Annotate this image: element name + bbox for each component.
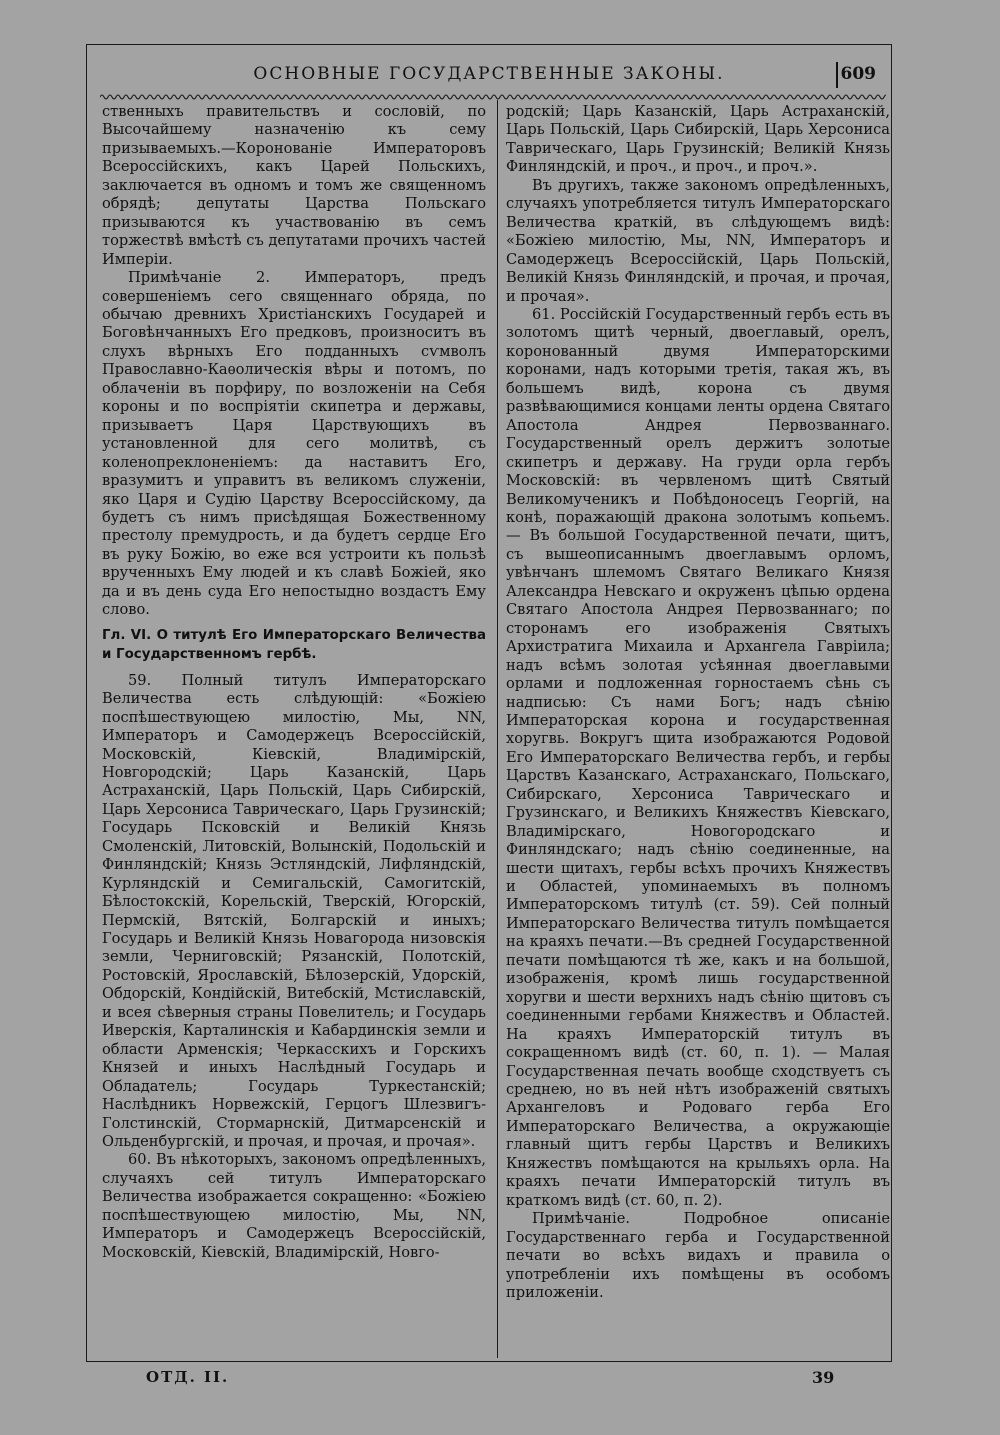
page-header: [86, 60, 892, 90]
left-column: [102, 103, 486, 1262]
column-divider: [497, 100, 498, 1358]
wavy-rule: [100, 92, 886, 102]
page-number: 609: [840, 64, 876, 84]
chapter-heading: Гл. VI. О титулѣ Его Императорскаго Величества и Государственномъ гербѣ.: [102, 627, 486, 662]
paragraph-note-2: Примѣчаніе 2. Императоръ, предъ совершеніемъ сего священнаго обряда, по обычаю древнихъ Христіанскихъ Государей и Боговѣнчанныхъ Его предковъ, произноситъ въ слухъ вѣрныхъ Его подданныхъ сѵмволъ Православно-Каѳолическія вѣры и потомъ, по облаченіи въ порфиру, по возложеніи на Себя короны и по воспріятіи скипетра и державы, призываетъ Царя Царствующихъ въ установленной для сего молитвѣ, съ коленопреклоненіемъ: да наставитъ Его, вразумитъ и управитъ въ великомъ служеніи, яко Царя и Судію Царству Всероссійскому, да будетъ съ нимъ присѣдящая Божественному престолу премудрость, и да будетъ сердце Его въ руку Божію, во еже вся устроити къ пользѣ врученныхъ Ему людей и къ славѣ Божіей, яко да и въ день суда Его непостыдно воздастъ Ему слово.: [102, 269, 486, 619]
paragraph-coronation: ственныхъ правительствъ и сословій, по Высочайшему назначенію къ сему призываемыхъ.—Коронованіе Императоровъ Всероссійскихъ, какъ Царей Польскихъ, заключается въ одномъ и томъ же священномъ обрядѣ; депутаты Царства Польскаго призываются къ участвованію въ семъ торжествѣ вмѣстѣ съ депутатами прочихъ частей Имперіи.: [102, 103, 486, 268]
footer-section: ОТД. II.: [146, 1368, 230, 1386]
article-60-continued: родскій; Царь Казанскій, Царь Астраханскій, Царь Польскій, Царь Сибирскій, Царь Херсониса Таврическаго, Царь Грузинскій; Великій Князь Финляндскій, и проч., и проч., и проч.».: [506, 103, 890, 176]
running-title: ОСНОВНЫЕ ГОСУДАРСТВЕННЫЕ ЗАКОНЫ.: [253, 64, 725, 84]
article-60-short-title: Въ другихъ, также закономъ опредѣленныхъ, случаяхъ употребляется титулъ Императорскаго Величества краткій, въ слѣдующемъ видѣ: «Божіею милостію, Мы, NN, Императоръ и Самодержецъ Всероссійскій, Царь Польскій, Великій Князь Финляндскій, и прочая, и прочая, и прочая».: [506, 176, 890, 305]
right-column: [506, 103, 890, 1302]
article-60: 60. Въ нѣкоторыхъ, закономъ опредѣленныхъ, случаяхъ сей титулъ Императорскаго Величества изображается сокращенно: «Божіею поспѣшествующею милостію, Мы, NN, Императоръ и Самодержецъ Всероссійскій, Московскій, Кіевскій, Владимірскій, Новго-: [102, 1151, 486, 1261]
article-61: 61. Россійскій Государственный гербъ есть въ золотомъ щитѣ черный, двоеглавый, орелъ, коронованный двумя Императорскими коронами, надъ которыми третія, такая жъ, въ большемъ видѣ, корона съ двумя развѣвающимися концами ленты ордена Святаго Апостола Андрея Первозваннаго. Государственный орелъ держитъ золотые скипетръ и державу. На груди орла гербъ Московскій: въ червленомъ щитѣ Святый Великомученикъ и Побѣдоносецъ Георгій, на конѣ, поражающій дракона золотымъ копьемъ. — Въ большой Государственной печати, щитъ, съ вышеописаннымъ двоеглавымъ орломъ, увѣнчанъ шлемомъ Святаго Великаго Князя Александра Невскаго и окруженъ цѣпью ордена Святаго Апостола Андрея Первозваннаго; по сторонамъ его изображенія Святыхъ Архистратига Михаила и Архангела Гавріила; надъ всѣмъ золотая усѣянная двоеглавыми орлами и подложенная горностаемъ сѣнь съ надписью: Съ нами Богъ; надъ сѣнію Императорская корона и государственная хоругвь. Вокругъ щита изображаются Родовой Его Императорскаго Величества гербъ, и гербы Царствъ Казанскаго, Астраханскаго, Польскаго, Сибирскаго, Херсониса Таврическаго и Грузинскаго, и Великихъ Княжествъ Кіевскаго, Владимірскаго, Новогородскаго и Финляндскаго; надъ сѣнію соединенные, на шести щитахъ, гербы всѣхъ прочихъ Княжествъ и Областей, упоминаемыхъ въ полномъ Императорскомъ титулѣ (ст. 59). Сей полный Императорскаго Величества титулъ помѣщается на краяхъ печати.—Въ средней Государственной печати помѣщаются тѣ же, какъ и на большой, изображенія, кромѣ лишь государственной хоругви и шести верхнихъ надъ сѣнію щитовъ съ соединенными гербами Княжествъ и Областей. На краяхъ Императорскій титулъ въ сокращенномъ видѣ (ст. 60, п. 1). — Малая Государственная печать вообще сходствуетъ съ среднею, но въ ней нѣтъ изображеній святыхъ Архангеловъ и Родоваго герба Его Императорскаго Величества, а окружающіе главный щитъ гербы Царствъ и Великихъ Княжествъ помѣщаются на крыльяхъ орла. На краяхъ печати Императорскій титулъ въ краткомъ видѣ (ст. 60, п. 2).: [506, 305, 890, 1209]
paragraph-note: Примѣчаніе. Подробное описаніе Государственнаго герба и Государственной печати во всѣхъ видахъ и правила о употребленіи ихъ помѣщены въ особомъ приложеніи.: [506, 1210, 890, 1301]
footer-sheet-number: 39: [812, 1368, 835, 1387]
article-59: 59. Полный титулъ Императорскаго Величества есть слѣдующій: «Божіею поспѣшествующею милостію, Мы, NN, Императоръ и Самодержецъ Всероссійскій, Московскій, Кіевскій, Владимірскій, Новгородскій; Царь Казанскій, Царь Астраханскій, Царь Польскій, Царь Сибирскій, Царь Херсониса Таврическаго, Царь Грузинскій; Государь Псковскій и Великій Князь Смоленскій, Литовскій, Волынскій, Подольскій и Финляндскій; Князь Эстляндскій, Лифляндскій, Курляндскій и Семигальскій, Самогитскій, Бѣлостокскій, Корельскій, Тверскій, Югорскій, Пермскій, Вятскій, Болгарскій и иныхъ; Государь и Великій Князь Новагорода низовскія земли, Черниговскій; Рязанскій, Полотскій, Ростовскій, Ярославскій, Бѣлозерскій, Удорскій, Обдорскій, Кондійскій, Витебскій, Мстиславскій, и всея сѣверныя страны Повелитель; и Государь Иверскія, Карталинскія и Кабардинскія земли и области Арменскія; Черкасскихъ и Горскихъ Князей и иныхъ Наслѣдный Государь и Обладатель; Государь Туркестанскій; Наслѣдникъ Норвежскій, Герцогъ Шлезвигъ-Голстинскій, Стормарнскій, Дитмарсенскій и Ольденбургскій, и прочая, и прочая, и прочая».: [102, 671, 486, 1151]
